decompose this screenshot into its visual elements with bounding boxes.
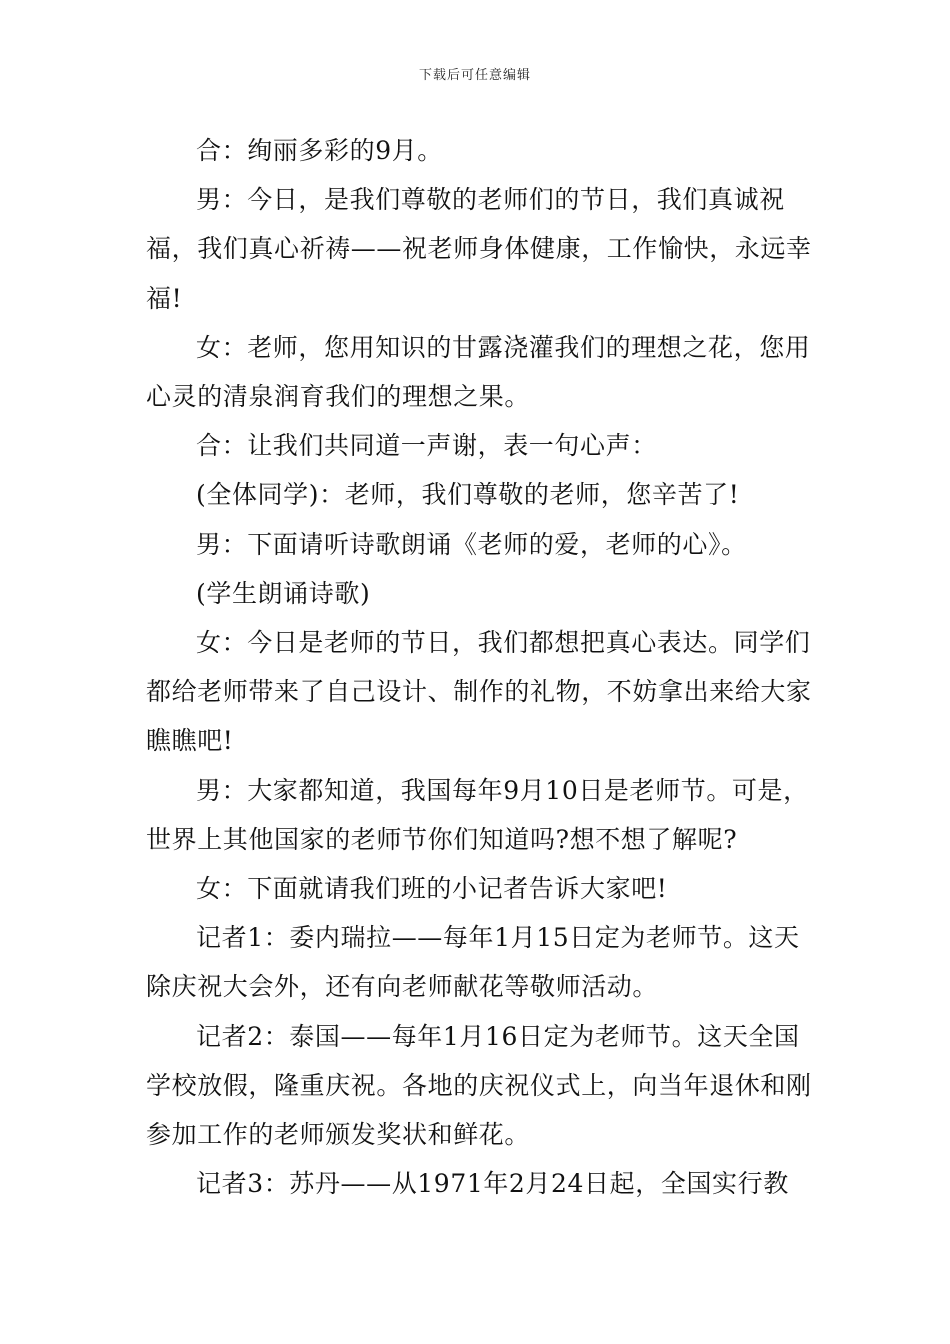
paragraph: 男：今日，是我们尊敬的老师们的节日，我们真诚祝福，我们真心祈祷——祝老师身体健康，工作愉快，永远幸福! <box>146 185 812 313</box>
paragraph: 记者3：苏丹——从1971年2月24日起，全国实行教 <box>196 1169 789 1199</box>
paragraph: 记者1：委内瑞拉——每年1月15日定为老师节。这天除庆祝大会外，还有向老师献花等敬师活动。 <box>146 923 800 1002</box>
paragraph: (全体同学)：老师，我们尊敬的老师，您辛苦了! <box>196 480 740 510</box>
paragraph: 合：绚丽多彩的9月。 <box>196 136 443 165</box>
paragraph: 女：下面就请我们班的小记者告诉大家吧! <box>196 874 668 904</box>
document-body <box>146 126 814 1208</box>
paragraph: 记者2：泰国——每年1月16日定为老师节。这天全国学校放假，隆重庆祝。各地的庆祝仪式上，向当年退休和刚参加工作的老师颁发奖状和鲜花。 <box>146 1021 812 1150</box>
paragraph: 合：让我们共同道一声谢，表一句心声： <box>196 431 657 461</box>
paragraph: 女：老师，您用知识的甘露浇灌我们的理想之花，您用心灵的清泉润育我们的理想之果。 <box>146 332 811 412</box>
paragraph: (学生朗诵诗歌) <box>196 578 371 608</box>
header-note: 下载后可任意编辑 <box>418 68 531 83</box>
paragraph: 女：今日是老师的节日，我们都想把真心表达。同学们都给老师带来了自己设计、制作的礼物，不妨拿出来给大家瞧瞧吧! <box>146 628 812 756</box>
paragraph: 男：大家都知道，我国每年9月10日是老师节。可是，世界上其他国家的老师节你们知道吗?想不想了解呢? <box>146 775 809 854</box>
paragraph: 男：下面请听诗歌朗诵《老师的爱，老师的心》。 <box>196 529 747 559</box>
